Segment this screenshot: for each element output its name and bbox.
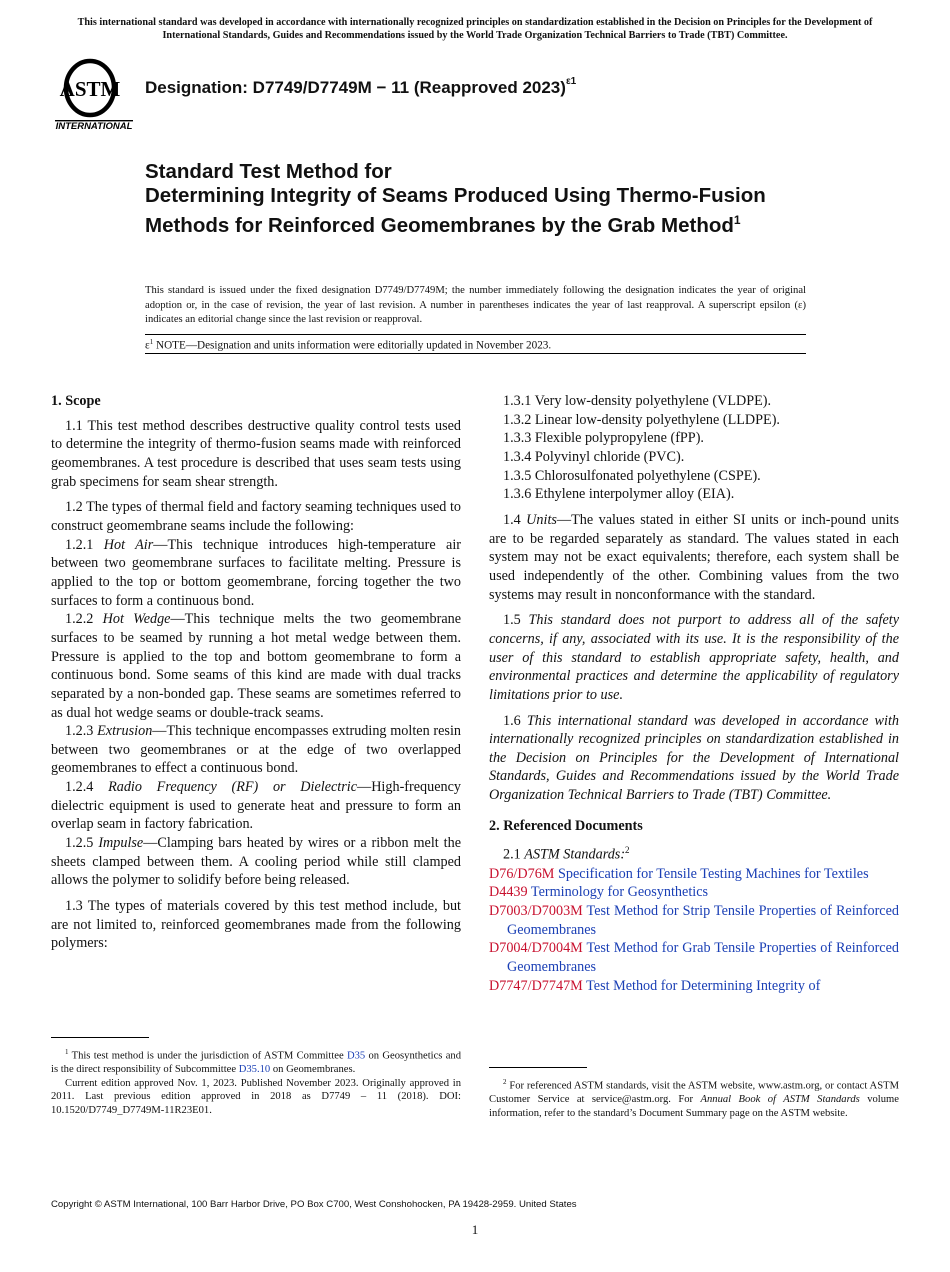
reference-designation-link[interactable]: D76/D76M [489, 865, 555, 882]
reference-designation-link[interactable]: D7004/D7004M [489, 940, 583, 957]
committee-d35-link[interactable]: D35 [346, 1050, 366, 1062]
paragraph-1-2: 1.2 The types of thermal field and factory seaming techniques used to construct geomembrane seams include the following: [51, 499, 461, 534]
reference-item[interactable] [489, 883, 899, 902]
footnote-rule-right [489, 1067, 587, 1068]
edition-note: Current edition approved Nov. 1, 2023. Published November 2023. Originally approved in 2011. Last previous edition approved in 2018 as D7749 – 11 (2018). DOI: 10.1520/D7749_D7749M-11R23E01. [51, 1077, 461, 1116]
title-line-1: Standard Test Method for [145, 160, 392, 183]
paragraph-1-4: 1.4 Units—The values stated in either SI units or inch-pound units are to be regarded separately as standard. The values stated in each system may not be exact equivalents; therefore, each system shall be used independently of the other. Combining values from the two systems may result in nonconformance with the standard. [489, 511, 899, 603]
polymer-item: 1.3.1 Very low-density polyethylene (VLDPE). [503, 393, 772, 409]
paragraph-1-3: 1.3 The types of materials covered by this test method include, but are not limited to, reinforced geomembranes made from the following polymers: [51, 898, 461, 952]
reference-title-link[interactable]: Terminology for Geosynthetics [527, 884, 709, 901]
epsilon-mark: ε [145, 339, 150, 352]
polymer-item: 1.3.2 Linear low-density polyethylene (LLDPE). [503, 411, 780, 428]
polymer-item: 1.3.5 Chlorosulfonated polyethylene (CSPE). [503, 467, 761, 484]
paragraph-1-2-2: 1.2.2 Hot Wedge—This technique melts the two geomembrane surfaces to be seamed by running a hot metal wedge between them. Pressure is applied to the top and bottom geomembrane to form a continuous bond. Some seams of this kind are made with dual tracks separated by a non-bonded gap. These seams are sometimes referred to as dual hot wedge seams or double-track seams. [51, 611, 462, 721]
issued-note: This standard is issued under the fixed designation D7749/D7749M; the number immediately following the designation indicates the year of original adoption or, in the case of revision, the year of last revision. A number in parentheses indicates the year of last reapproval. A superscript epsilon (ε) indicates an editorial change since the last revision or reapproval. [145, 285, 806, 325]
polymer-item: 1.3.3 Flexible polypropylene (fPP). [503, 430, 704, 447]
reference-item[interactable] [489, 865, 899, 884]
logo-subtitle: INTERNATIONAL [55, 121, 133, 132]
reference-title-link[interactable]: Test Method for Grab Tensile Properties of Reinforced Geomembranes [507, 940, 899, 976]
paragraph-1-6: 1.6 This international standard was developed in accordance with internationally recognized principles on standardization established in the Decision on Principles for the Development of International Standards, Guides and Recommendations issued by the World Trade Organization Technical Barriers to Trade (TBT) Committee. [489, 712, 899, 804]
paragraph-1-1: 1.1 This test method describes destructive quality control tests used to determine the integrity of thermo-fusion seams made with reinforced geomembranes. A test procedure is described that uses seam tests using grab specimens for seam shear strength. [51, 417, 461, 490]
reference-item[interactable] [489, 902, 899, 939]
subcommittee-d35-10-link[interactable]: D35.10 [238, 1064, 271, 1076]
page-number: 1 [471, 1222, 479, 1237]
standard-title [145, 160, 825, 238]
top-notice: This international standard was developed in accordance with internationally recognized principles on standardization established in the Decision on Principles for the Development of International Standards, Guides and Recommendations issued by the World Trade Organization Technical Barriers to Trade (TBT) Committee. [77, 17, 873, 41]
reference-designation-link[interactable]: D7003/D7003M [489, 903, 583, 920]
copyright: Copyright © ASTM International, 100 Barr Harbor Drive, PO Box C700, West Conshohocken, PA 19428-2959. United States [51, 1199, 577, 1210]
paragraph-1-2-1: 1.2.1 Hot Air—This technique introduces high-temperature air between two geomembrane surfaces to facilitate melting. Pressure is applied to the top or bottom geomembrane, forcing together the two surfaces to form a continuous bond. [51, 536, 461, 609]
epsilon-sup: 1 [149, 338, 154, 346]
paragraph-1-2-3: 1.2.3 Extrusion—This technique encompasses extruding molten resin between two geomembranes or at the edge of two overlapped geomembranes to effect a continuous bond. [51, 723, 461, 777]
astm-logo [52, 58, 136, 132]
scope-heading: 1. Scope [51, 393, 101, 409]
designation [145, 78, 576, 98]
epsilon-note [145, 338, 551, 352]
reference-title-link[interactable]: Test Method for Determining Integrity of [582, 977, 821, 994]
right-column [489, 392, 899, 995]
reference-item[interactable] [489, 977, 899, 996]
left-column [51, 392, 461, 953]
reference-designation-link[interactable]: D7747/D7747M [489, 977, 583, 994]
rule-top [145, 334, 806, 335]
designation-text: Designation: D7749/D7749M − 11 (Reapproved 2023) [145, 78, 566, 97]
footnote-2: $^2$ For referenced ASTM standards, visit the ASTM website, www.astm.org, or contact ASTM Customer Service at service@astm.org. For Annual Book of ASTM Standards volume information, refer to the standard’s Document Summary page on the ASTM website. [489, 1078, 899, 1119]
paragraph-1-2-4: 1.2.4 Radio Frequency (RF) or Dielectric—High-frequency dielectric equipment is used to generate heat and pressure to form an overlap seam in factory fabrication. [51, 779, 462, 833]
rule-bottom [145, 353, 806, 354]
reference-designation-link[interactable]: D4439 [489, 884, 528, 901]
astm-standards-subheading: 2.1 ASTM Standards:$^2$ [503, 845, 630, 864]
reference-title-link[interactable]: Specification for Tensile Testing Machines for Textiles [554, 865, 869, 882]
references-heading: 2. Referenced Documents [489, 817, 643, 834]
footnote-1: $^1$ This test method is under the jurisdiction of ASTM Committee D35 on Geosynthetics and is the direct responsibility of Subcommittee D35.10 on Geomembranes. Current edition approved Nov. 1, 2023. Published November 2023. Originally approved in 2011. Last previous edition approved in 2018 as D7749 – 11 (2018). DOI: 10.1520/D7749_D7749M-11R23E01. [51, 1048, 461, 1116]
paragraph-1-2-5: 1.2.5 Impulse—Clamping bars heated by wires or a ribbon melt the sheets clamped between them. A cooling period while still clamped allows the polymer to solidify before being released. [51, 835, 462, 889]
paragraph-1-5: 1.5 This standard does not purport to address all of the safety concerns, if any, associated with its use. It is the responsibility of the user of this standard to establish appropriate safety, health, and environmental practices and determine the applicability of regulatory limitations prior to use. [489, 612, 899, 703]
reference-title-link[interactable]: Test Method for Strip Tensile Properties of Reinforced Geomembranes [507, 903, 899, 938]
epsilon-text: NOTE—Designation and units information were editorially updated in November 2023. [153, 339, 552, 352]
logo-letters: ASTM [59, 77, 121, 101]
footnote-rule-left [51, 1037, 149, 1038]
title-footnote-mark: 1 [733, 213, 741, 227]
polymer-item: 1.3.6 Ethylene interpolymer alloy (EIA). [503, 486, 735, 503]
polymer-item: 1.3.4 Polyvinyl chloride (PVC). [503, 448, 685, 465]
title-line-2: Determining Integrity of Seams Produced Using Thermo-Fusion Methods for Reinforced Geomembranes by the Grab Method [145, 184, 766, 237]
designation-epsilon: ε1 [565, 76, 577, 88]
reference-item[interactable] [489, 939, 899, 976]
